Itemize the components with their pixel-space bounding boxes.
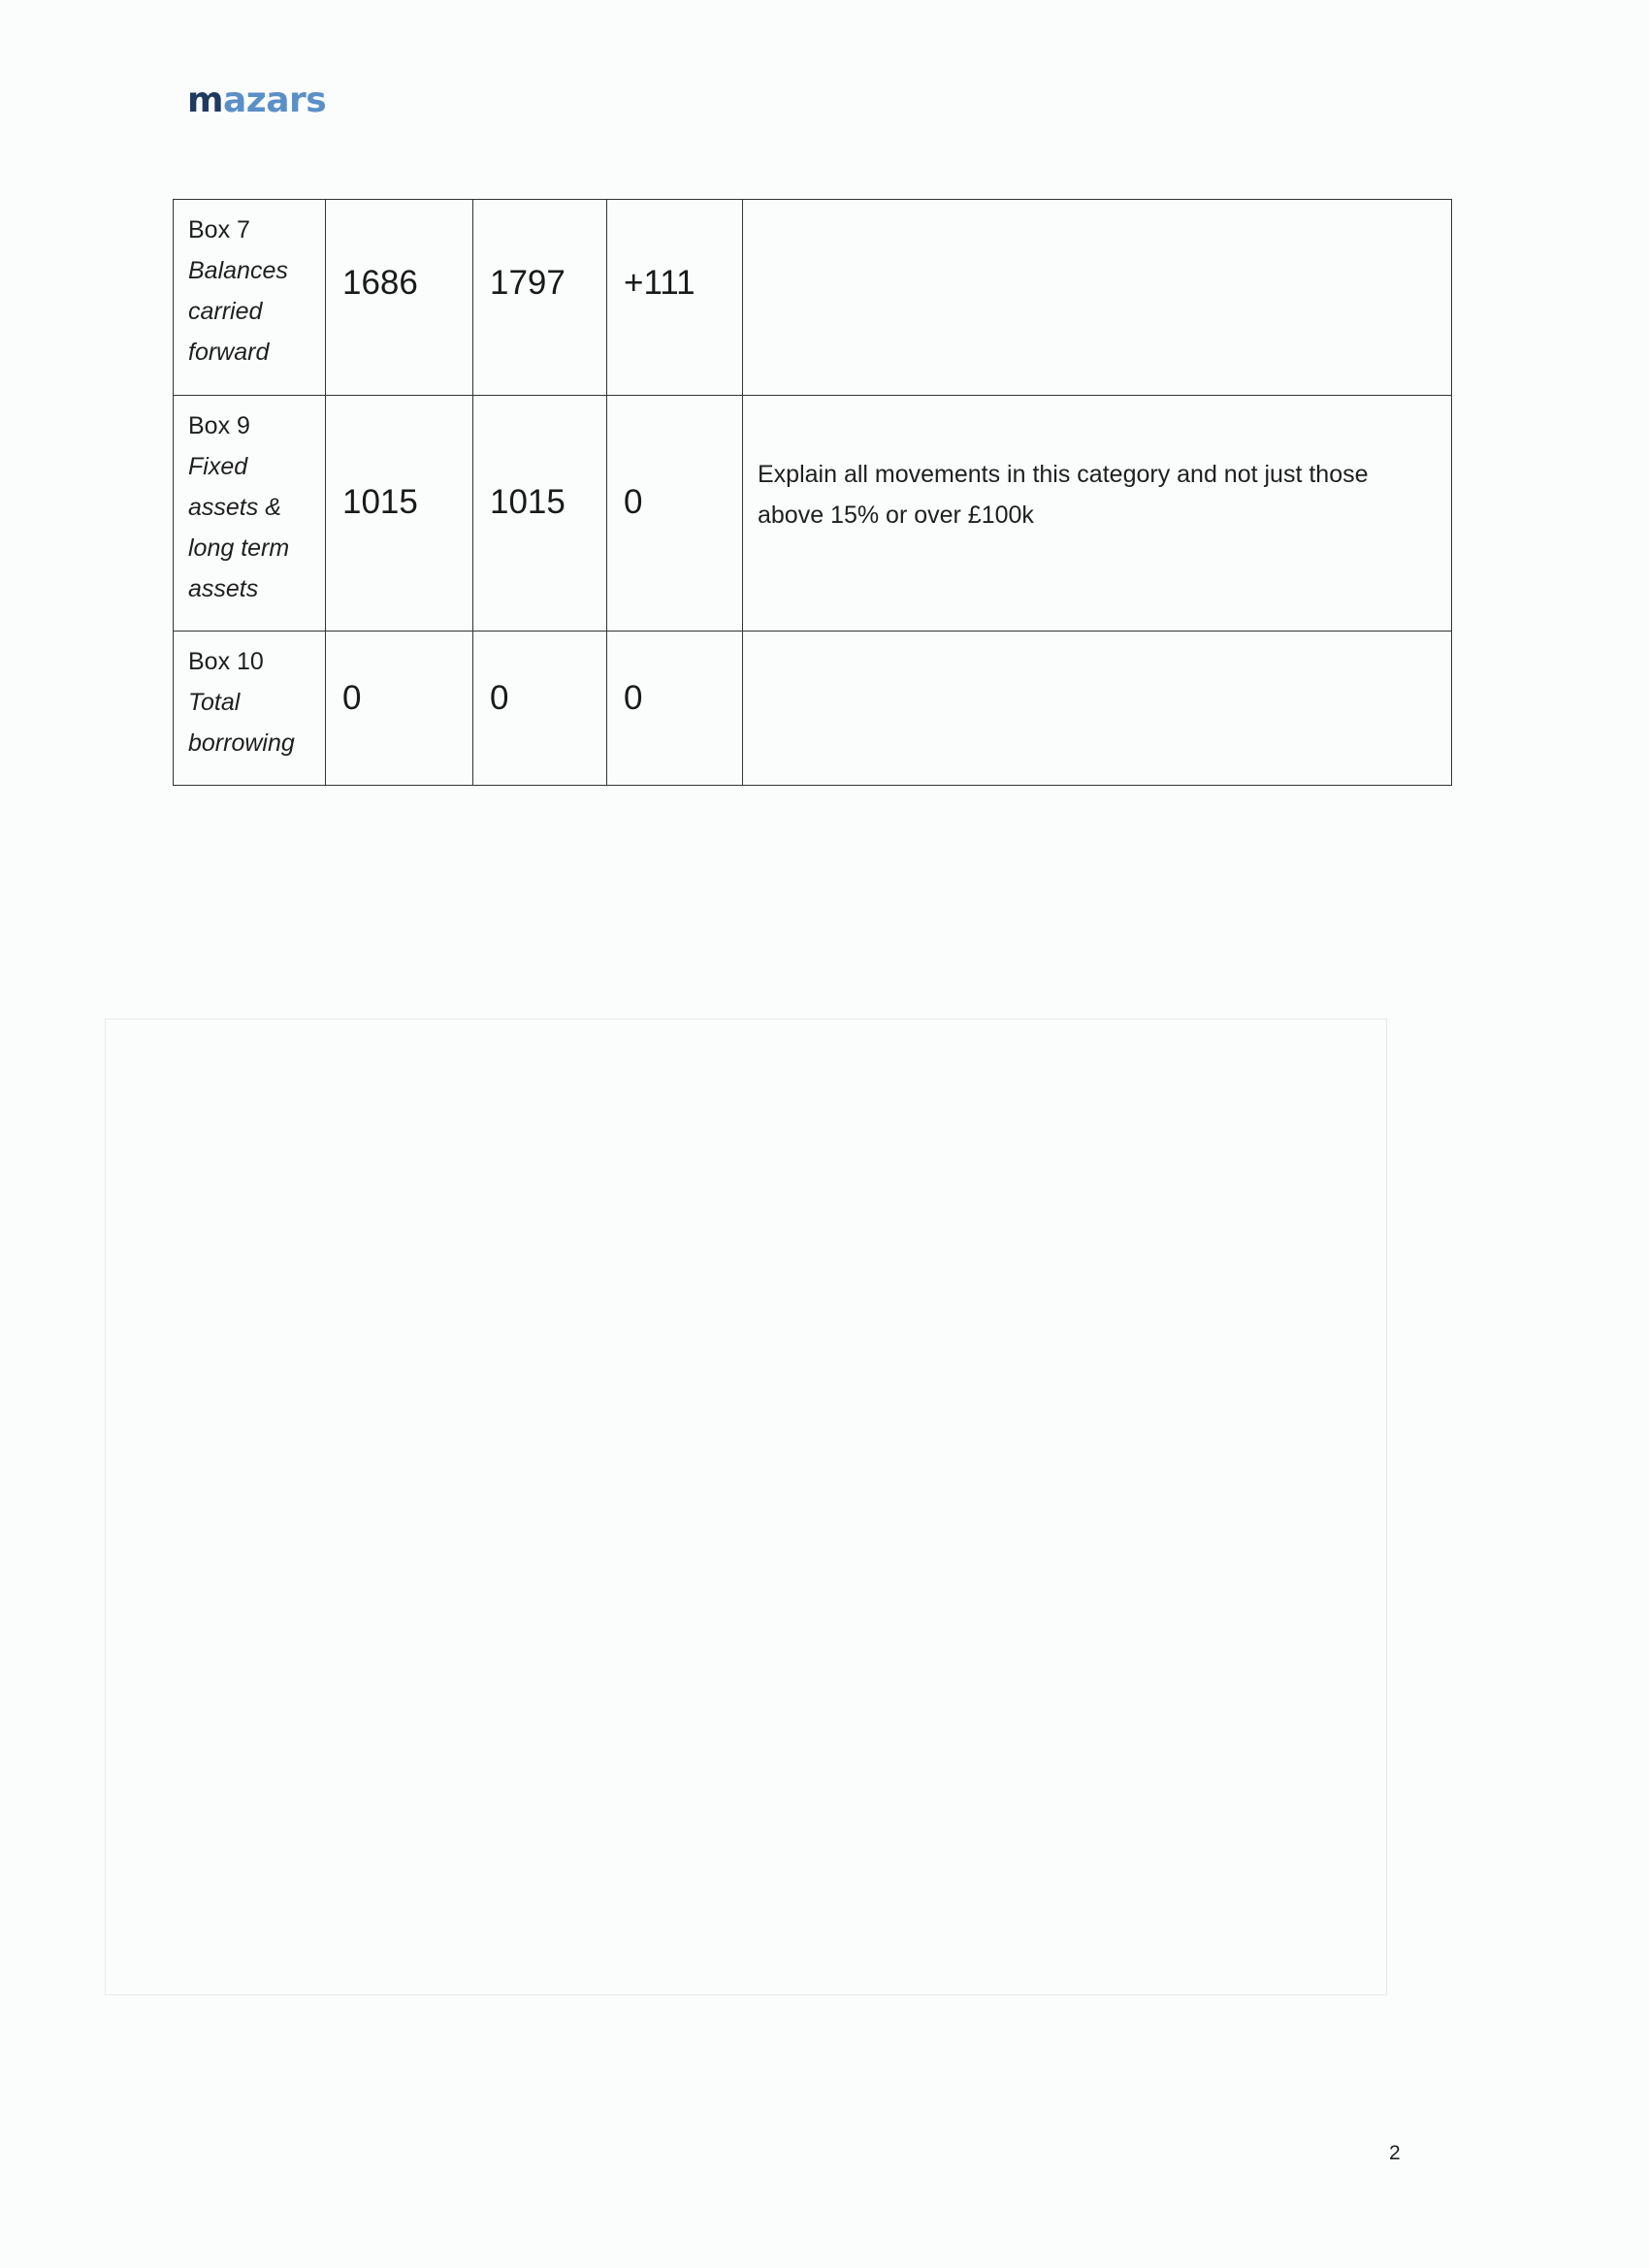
box-name-line: Fixed bbox=[188, 453, 248, 480]
box-name-line: assets bbox=[188, 575, 259, 602]
value-2022-23: 0 bbox=[473, 632, 607, 786]
variance-value: 0 bbox=[607, 632, 743, 786]
box-name-line: long term bbox=[188, 535, 290, 562]
variance-value: 0 bbox=[607, 396, 743, 632]
box-label-cell bbox=[174, 632, 326, 786]
box-name-line: forward bbox=[188, 339, 270, 366]
box-name-line: assets & bbox=[188, 494, 281, 521]
page-number: 2 bbox=[1389, 2142, 1401, 2164]
box-name-line: Total bbox=[188, 689, 241, 716]
box-name-line: Balances bbox=[188, 257, 288, 284]
box-title: Box 10 bbox=[188, 648, 264, 675]
value-2021-22: 0 bbox=[326, 632, 473, 786]
value-2021-22: 1015 bbox=[326, 396, 473, 632]
variance-table bbox=[173, 199, 1452, 786]
table-row-box-7 bbox=[174, 200, 1452, 396]
box-title: Box 9 bbox=[188, 412, 250, 439]
mazars-logo: mazars bbox=[187, 81, 327, 120]
box-name-line: borrowing bbox=[188, 729, 295, 757]
box-name-line: carried bbox=[188, 298, 263, 325]
explanation-cell bbox=[743, 632, 1452, 786]
table-row-box-9 bbox=[174, 396, 1452, 632]
value-2022-23: 1015 bbox=[473, 396, 607, 632]
box-label-cell bbox=[174, 200, 326, 396]
value-2022-23: 1797 bbox=[473, 200, 607, 396]
box-label-cell bbox=[174, 396, 326, 632]
value-2021-22: 1686 bbox=[326, 200, 473, 396]
table-row-box-10 bbox=[174, 632, 1452, 786]
explanation-cell: Explain all movements in this category and not just those above 15% or over £100k bbox=[743, 396, 1452, 632]
variance-value: +111 bbox=[607, 200, 743, 396]
box-title: Box 7 bbox=[188, 216, 250, 243]
explanation-cell bbox=[743, 200, 1452, 396]
